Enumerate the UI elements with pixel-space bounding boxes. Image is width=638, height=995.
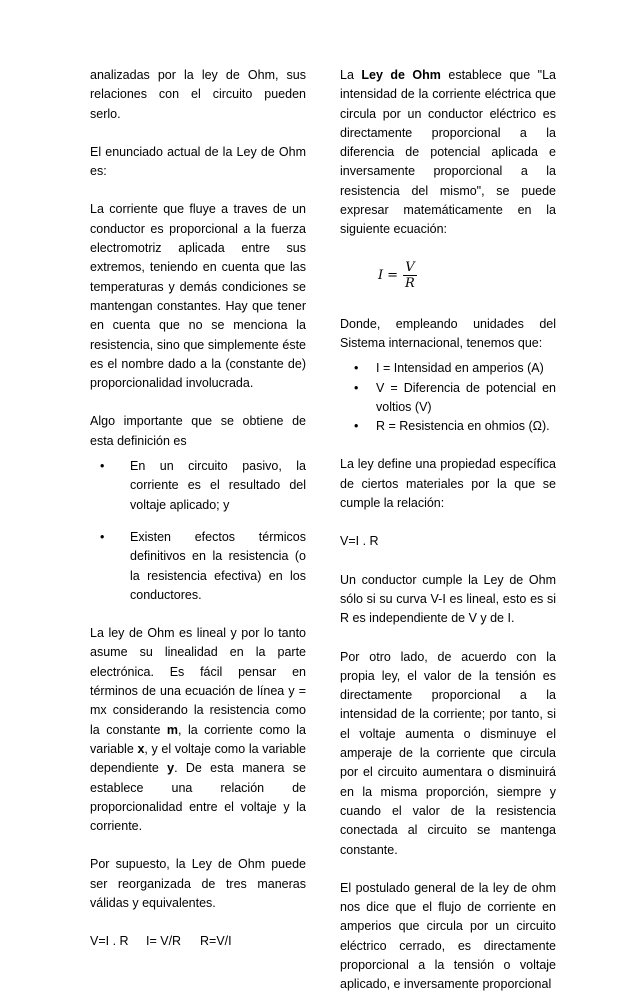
form-ivr: I= V/R <box>146 934 182 949</box>
bold-term: Ley de Ohm <box>361 68 441 82</box>
left-paragraph-2: El enunciado actual de la Ley de Ohm es: <box>90 144 306 179</box>
right-paragraph-4: V=I . R <box>340 534 379 549</box>
right-paragraph-3: La ley define una propiedad específica de ciertos materiales por la que se cumple la relación: <box>340 457 556 511</box>
list-item: • V = Diferencia de potencial en voltios (V) <box>340 379 556 418</box>
right-column <box>340 66 556 995</box>
left-paragraph-1: analizadas por la ley de Ohm, sus relaciones con el circuito pueden serlo. <box>90 68 306 121</box>
left-bullet-list <box>90 457 306 605</box>
form-vir: V=I . R <box>90 934 129 949</box>
list-item: • En un circuito pasivo, la corriente es el resultado del voltaje aplicado; y <box>90 457 306 515</box>
formula-denominator: R <box>405 276 415 292</box>
ohm-law-forms <box>90 932 306 951</box>
right-paragraph-5: Un conductor cumple la Ley de Ohm sólo si su curva V-I es lineal, esto es si R es independiente de V y de I. <box>340 572 556 626</box>
list-item: • I = Intensidad en amperios (A) <box>340 359 556 378</box>
formula-lhs: I <box>378 268 384 284</box>
bold-term: y <box>167 761 175 776</box>
right-bullet-list <box>340 359 556 436</box>
right-paragraph-1: La Ley de Ohm establece que "La intensidad de la corriente eléctrica que circula por un conductor eléctrico es directamente proporcional a la diferencia de potencial aplicada e inversamente proporcional a la resistencia del mismo", se puede expresar matemáticamente en la siguiente ecuación: <box>340 68 557 237</box>
ohm-formula <box>378 259 556 293</box>
formula-equals: = <box>387 268 399 284</box>
right-paragraph-2: Donde, empleando unidades del Sistema internacional, tenemos que: <box>340 316 556 350</box>
formula-numerator: V <box>405 260 415 276</box>
list-item: • Existen efectos térmicos definitivos en la resistencia (o la resistencia efectiva) en los conductores. <box>90 528 306 605</box>
left-paragraph-6: Por supuesto, la Ley de Ohm puede ser reorganizada de tres maneras válidas y equivalentes. <box>90 857 306 910</box>
left-paragraph-3: La corriente que fluye a traves de un conductor es proporcional a la fuerza electromotriz aplicada entre sus extremos, teniendo en cuenta que las temperaturas y demás condiciones se mantengan constantes. Hay que tener en cuenta que no se menciona la resistencia, sino que simplemente éste es el nombre dado a la (constante de) proporcionalidad involucrada. <box>90 202 306 391</box>
right-paragraph-6: Por otro lado, de acuerdo con la propia ley, el valor de la tensión es directamente proporcional a la intensidad de la corriente; por tanto, si el voltaje aumenta o disminuye el amperaje de la corriente que circula por el circuito aumentara o disminuirá en la misma proporción, siempre y cuando el valor de la resistencia conectada al circuito se mantenga constante. <box>340 649 556 857</box>
list-item: • R = Resistencia en ohmios (Ω). <box>340 417 556 436</box>
bold-term: m <box>166 722 178 737</box>
form-rvi: R=V/I <box>200 934 232 949</box>
right-paragraph-7: El postulado general de la ley de ohm nos dice que el flujo de corriente en amperios que circula por un circuito eléctrico cerrado, es directamente proporcional a la tensión o voltaje aplicado, e inversamente proporcional <box>340 880 556 992</box>
left-paragraph-4: Algo importante que se obtiene de esta definición es <box>90 414 306 448</box>
left-paragraph-5: La ley de Ohm es lineal y por lo tanto asume su linealidad en la parte electrónica. Es fácil pensar en términos de una ecuación de línea y = mx considerando la resistencia como la constante m, la corriente como la variable x, y el voltaje como la variable dependiente y. De esta manera se establece una relación de proporcionalidad entre el voltaje y la corriente. <box>90 626 306 834</box>
bold-term: x <box>137 741 145 756</box>
left-column <box>90 66 306 952</box>
formula-fraction <box>403 260 417 291</box>
